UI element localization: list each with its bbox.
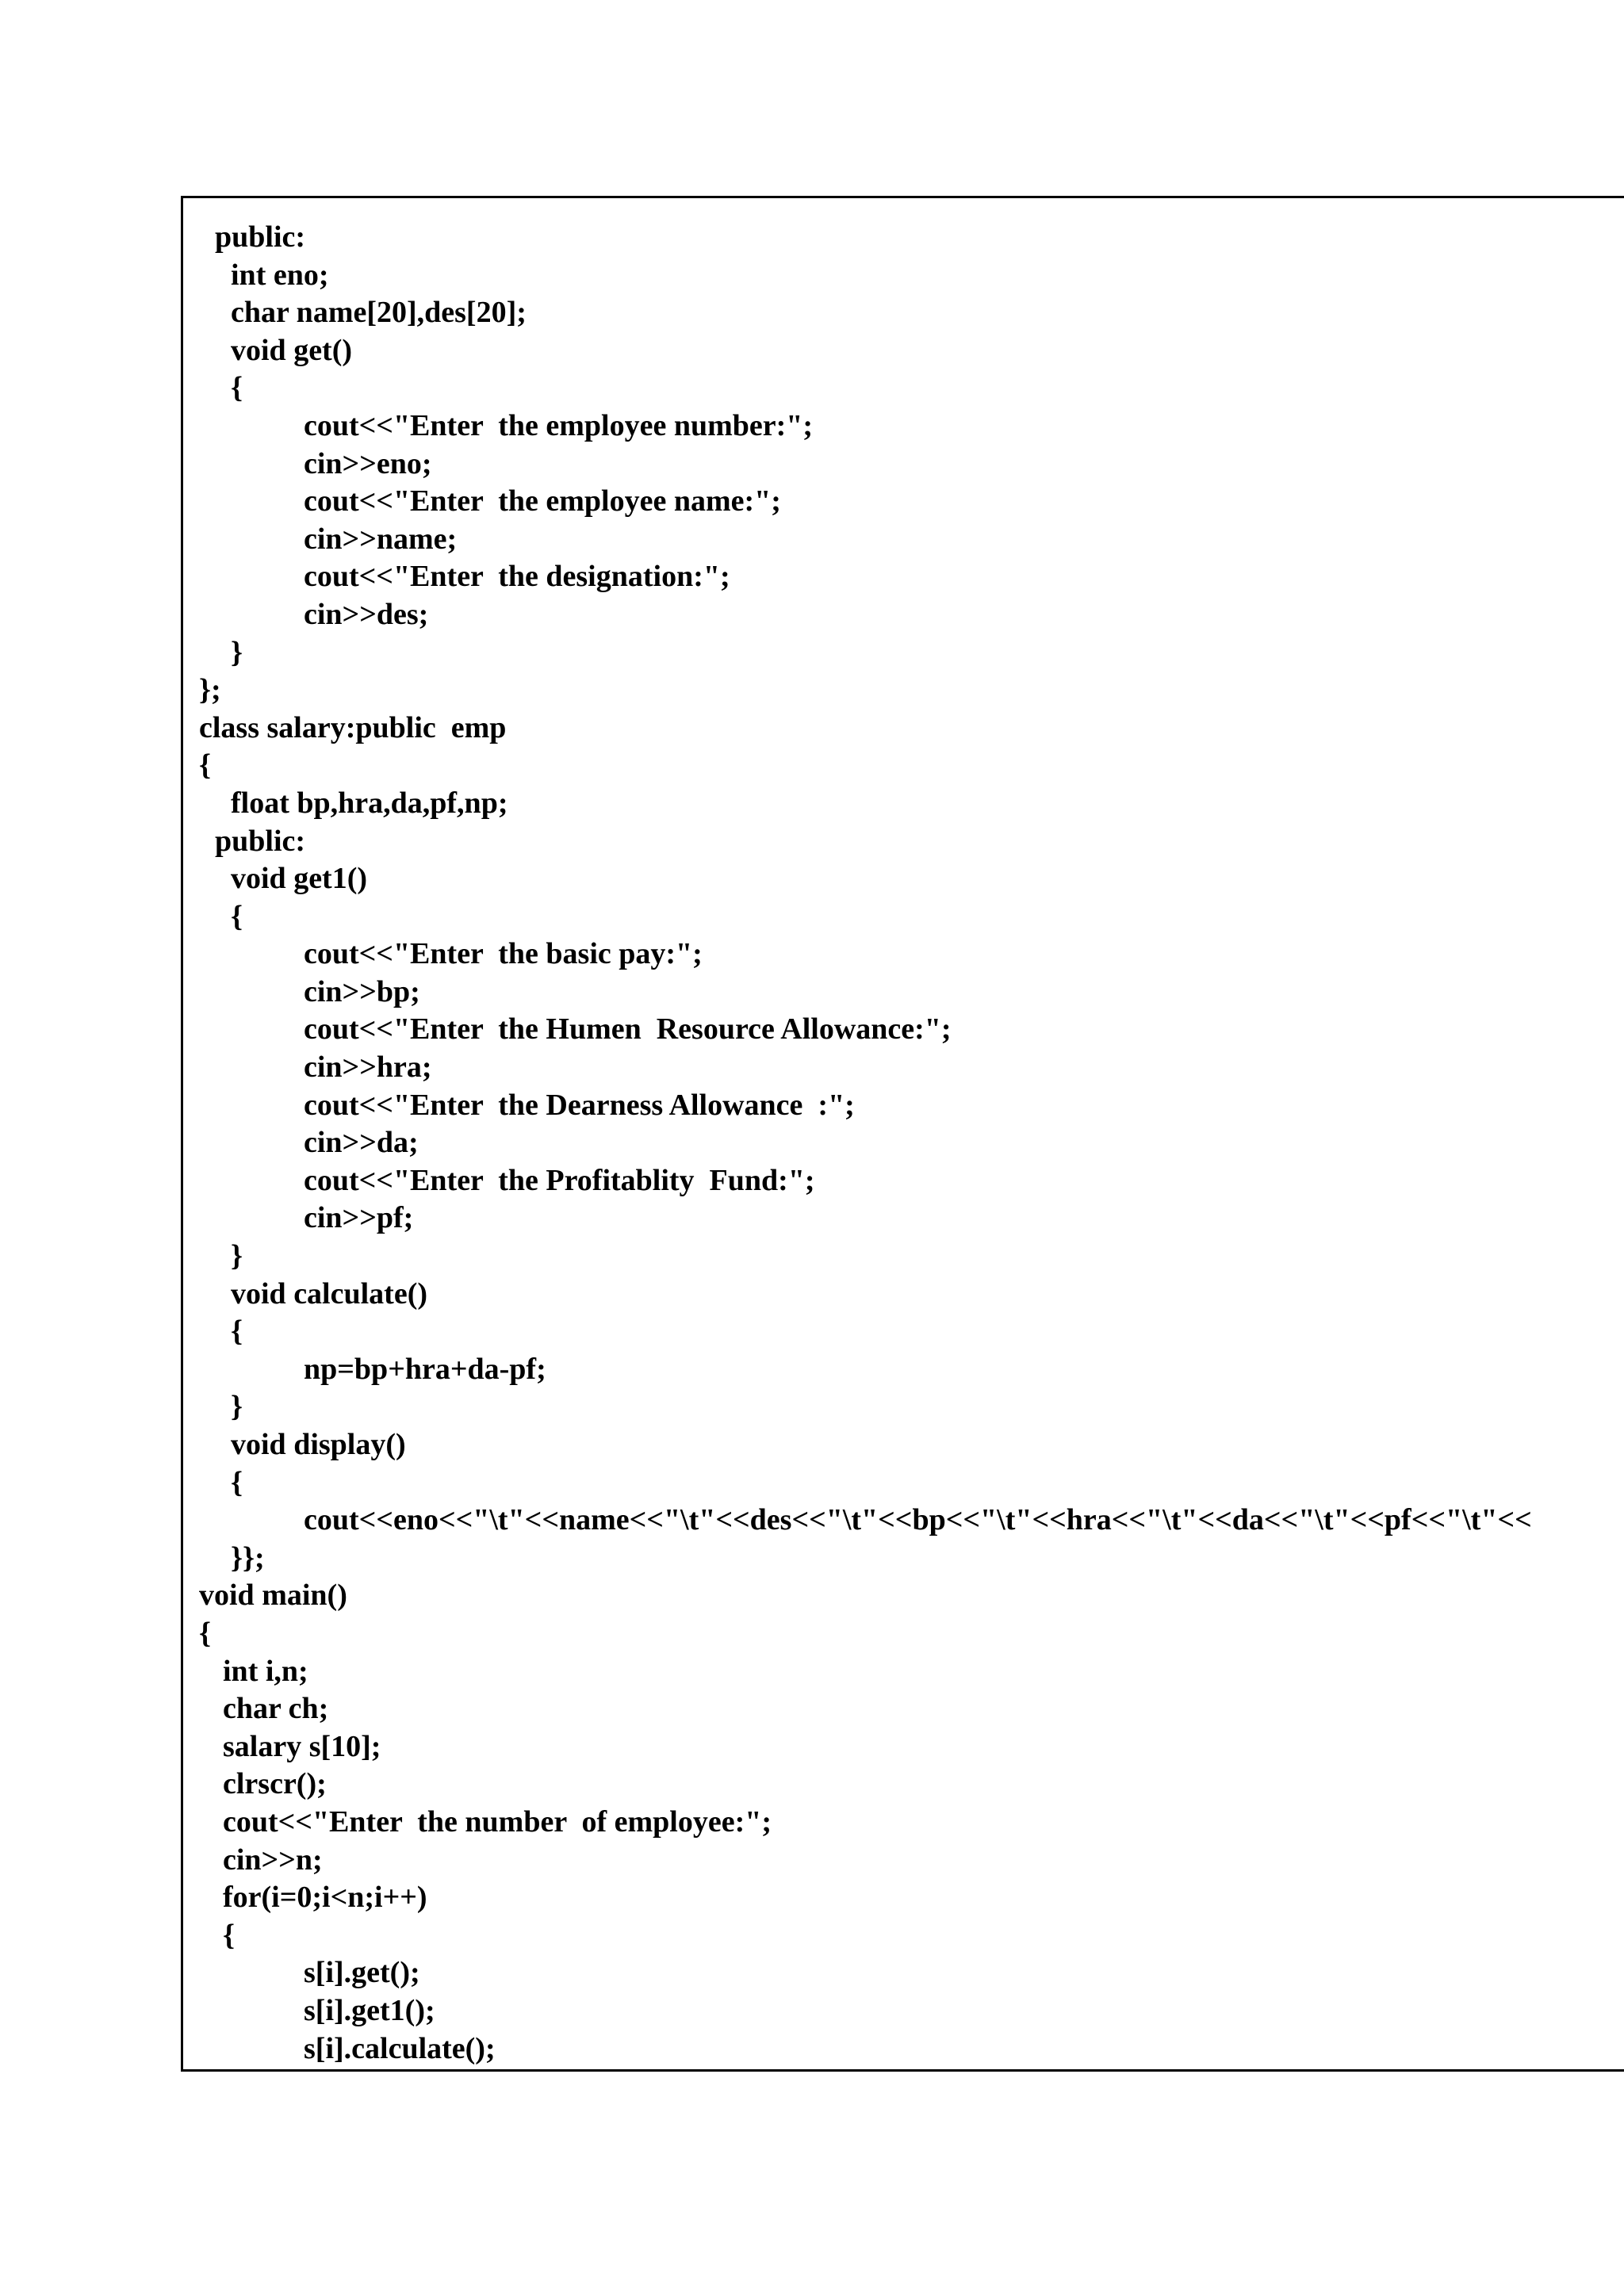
code-line: cout<<"Enter the Humen Resource Allowance:"; (304, 1012, 952, 1047)
code-line: cin>>pf; (304, 1201, 414, 1235)
code-line: { (231, 1465, 243, 1499)
code-line: s[i].get1(); (304, 1993, 435, 2027)
code-line: cout<<"Enter the number of employee:"; (223, 1804, 772, 1839)
code-line: void calculate() (231, 1276, 428, 1311)
code-line: { (223, 1918, 235, 1952)
code-line: char ch; (223, 1692, 329, 1726)
code-line: int eno; (231, 258, 329, 292)
code-line: cin>>da; (304, 1126, 419, 1160)
code-line: public: (215, 220, 306, 254)
code-lines (183, 219, 1624, 2068)
code-line: cin>>des; (304, 597, 429, 631)
code-line: cout<<"Enter the Profitablity Fund:"; (304, 1163, 815, 1197)
code-line: }}; (231, 1540, 265, 1575)
code-line: cout<<"Enter the designation:"; (304, 560, 730, 594)
code-line: public: (215, 824, 306, 858)
code-line: cout<<"Enter the employee name:"; (304, 484, 781, 519)
code-line: }; (199, 673, 221, 707)
code-line: for(i=0;i<n;i++) (223, 1881, 427, 1915)
code-listing-box (181, 196, 1624, 2072)
code-line: cin>>hra; (304, 1050, 432, 1085)
code-line: cin>>n; (223, 1843, 323, 1877)
code-line: cin>>name; (304, 522, 458, 556)
code-line: s[i].calculate(); (304, 2031, 496, 2065)
code-line: cout<<"Enter the employee number:"; (304, 408, 814, 442)
code-line: { (199, 1616, 211, 1650)
code-line: float bp,hra,da,pf,np; (231, 786, 508, 820)
code-line: void main() (199, 1578, 347, 1613)
code-line: { (199, 748, 211, 783)
code-line: s[i].get(); (304, 1956, 420, 1990)
code-line: void get() (231, 333, 353, 367)
code-line: } (231, 1239, 243, 1273)
code-line: } (231, 1390, 243, 1424)
code-line: } (231, 635, 243, 669)
code-line: cin>>bp; (304, 974, 420, 1008)
code-line: cout<<eno<<"\t"<<name<<"\t"<<des<<"\t"<<bp<<"\t"<<hra<<"\t"<<da<<"\t"<<pf<<"\t"<< (304, 1503, 1532, 1537)
code-line: cin>>eno; (304, 446, 432, 480)
code-line: clrscr(); (223, 1767, 327, 1801)
code-line: { (231, 1314, 243, 1349)
code-line: cout<<"Enter the Dearness Allowance :"; (304, 1088, 855, 1122)
code-line: cout<<"Enter the basic pay:"; (304, 937, 703, 971)
code-line: { (231, 899, 243, 933)
code-line: np=bp+hra+da-pf; (304, 1352, 546, 1386)
code-line: class salary:public emp (199, 710, 507, 744)
code-line: void get1() (231, 862, 368, 896)
code-line: { (231, 371, 243, 405)
code-line: salary s[10]; (223, 1729, 381, 1763)
code-line: char name[20],des[20]; (231, 296, 527, 330)
code-line: void display() (231, 1428, 406, 1461)
code-line: int i,n; (223, 1654, 308, 1688)
